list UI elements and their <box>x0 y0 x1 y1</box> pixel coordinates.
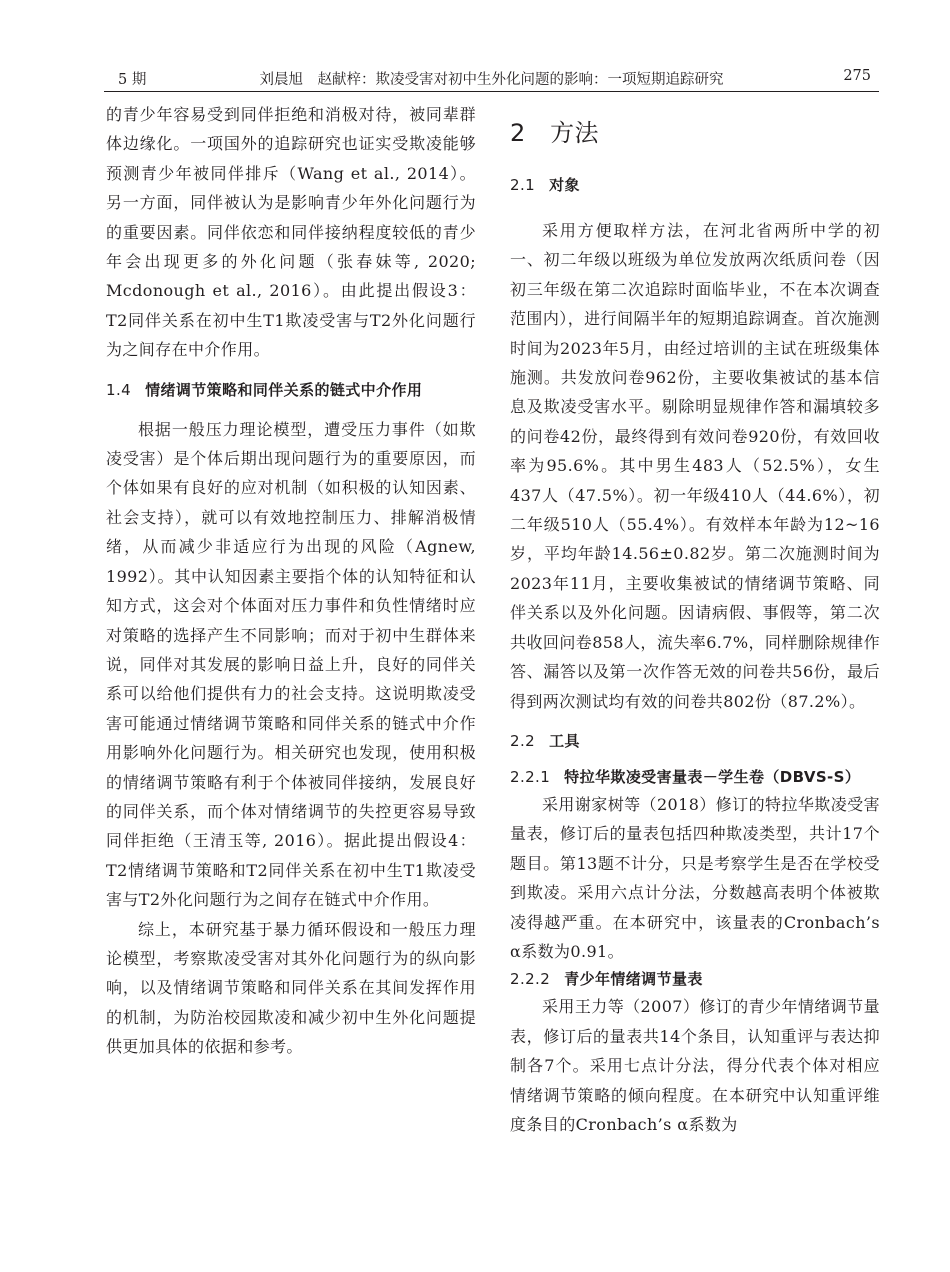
section-2-heading: 2 方法 <box>510 119 599 147</box>
section-title: 工具 <box>549 731 580 750</box>
section-2-1-heading <box>510 174 880 196</box>
header-rule <box>104 91 879 92</box>
issue-number: 5 期 <box>118 72 147 88</box>
page-number: 275 <box>843 68 871 84</box>
section-2-2-2-heading <box>510 968 880 990</box>
section-2-2-1-heading <box>510 766 880 788</box>
paragraph-hypothesis-3: 的青少年容易受到同伴拒绝和消极对待，被同辈群体边缘化。一项国外的追踪研究也证实受欺凌能够预测青少年被同伴排斥（Wang et al., 2014）。另一方面，同伴被认为是影响青少年外化问题行为的重要因素。同伴依恋和同伴接纳程度较低的青少年会出现更多的外化问题（张春妹等, 2020; Mcdonough et al., 2016）。由此提出假设3：T2同伴关系在初中生T1欺凌受害与T2外化问题行为之间存在中介作用。 <box>106 105 476 360</box>
section-number: 2.1 <box>510 176 536 194</box>
paragraph-chain-mediation: 根据一般压力理论模型，遭受压力事件（如欺凌受害）是个体后期出现问题行为的重要原因，而个体如果有良好的应对机制（如积极的认知因素、社会支持），就可以有效地控制压力、排解消极情绪，从而减少非适应行为出现的风险（Agnew, 1992）。其中认知因素主要指个体的认知特征和认知方式，这会对个体面对压力事件和负性情绪时应对策略的选择产生不同影响；而对于初中生群体来说，同伴对其发展的影响日益上升，良好的同伴关系可以给他们提供有力的社会支持。这说明欺凌受害可能通过情绪调节策略和同伴关系的链式中介作用影响外化问题行为。相关研究也发现，使用积极的情绪调节策略有利于个体被同伴接纳，发展良好的同伴关系，而个体对情绪调节的失控更容易导致同伴拒绝（王清玉等, 2016）。据此提出假设4：T2情绪调节策略和T2同伴关系在初中生T1欺凌受害与T2外化问题行为之间存在链式中介作用。 <box>106 419 476 910</box>
section-1-4-heading <box>106 379 476 401</box>
paragraph-summary: 综上，本研究基于暴力循环假设和一般压力理论模型，考察欺凌受害对其外化问题行为的纵向影响，以及情绪调节策略和同伴关系在其间发挥作用的机制，为防治校园欺凌和减少初中生外化问题提供更加具体的依据和参考。 <box>106 919 476 1057</box>
section-number: 1.4 <box>106 380 132 399</box>
section-2-2-heading <box>510 730 880 752</box>
running-title: 刘晨旭 赵献梓：欺凌受害对初中生外化问题的影响：一项短期追踪研究 <box>259 72 724 88</box>
section-title: 对象 <box>549 176 580 194</box>
paragraph-erq: 采用王力等（2007）修订的青少年情绪调节量表，修订后的量表共14个条目，认知重评与表达抑制各7个。采用七点计分法，得分代表个体对相应情绪调节策略的倾向程度。在本研究中认知重评维度条目的Cronbach’s α系数为 <box>510 997 880 1134</box>
section-number: 2.2 <box>510 731 536 750</box>
left-column <box>106 100 476 1062</box>
section-title: 情绪调节策略和同伴关系的链式中介作用 <box>145 380 423 399</box>
section-number: 2.2.2 <box>510 970 551 989</box>
right-column <box>510 100 880 1139</box>
section-number: 2.2.1 <box>510 767 551 786</box>
paragraph-subjects: 采用方便取样方法，在河北省两所中学的初一、初二年级以班级为单位发放两次纸质问卷（因初三年级在第二次追踪时面临毕业，不在本次调查范围内），进行间隔半年的短期追踪调查。首次施测时间为2023年5月，由经过培训的主试在班级集体施测。共发放问卷962份，主要收集被试的基本信息及欺凌受害水平。剔除明显规律作答和漏填较多的问卷42份，最终得到有效问卷920份，有效回收率为95.6%。其中男生483人（52.5%），女生437人（47.5%）。初一年级410人（44.6%），初二年级510人（55.4%）。有效样本年龄为12~16岁，平均年龄14.56±0.82岁。第二次施测时间为2023年11月，主要收集被试的情绪调节策略、同伴关系以及外化问题。因请病假、事假等，第二次共收回问卷858人，流失率6.7%，同样删除规律作答、漏答以及第一次作答无效的问卷共56份，最后得到两次测试均有效的问卷共802份（87.2%）。 <box>510 221 880 711</box>
section-title: 特拉华欺凌受害量表－学生卷（DBVS-S） <box>564 767 861 786</box>
paragraph-dbvs: 采用谢家树等（2018）修订的特拉华欺凌受害量表，修订后的量表包括四种欺凌类型，共计17个题目。第13题不计分，只是考察学生是否在学校受到欺凌。采用六点计分法，分数越高表明个体被欺凌得越严重。在本研究中，该量表的Cronbach’s α系数为0.91。 <box>510 794 880 961</box>
running-header <box>104 64 879 92</box>
section-title: 青少年情绪调节量表 <box>564 970 703 989</box>
